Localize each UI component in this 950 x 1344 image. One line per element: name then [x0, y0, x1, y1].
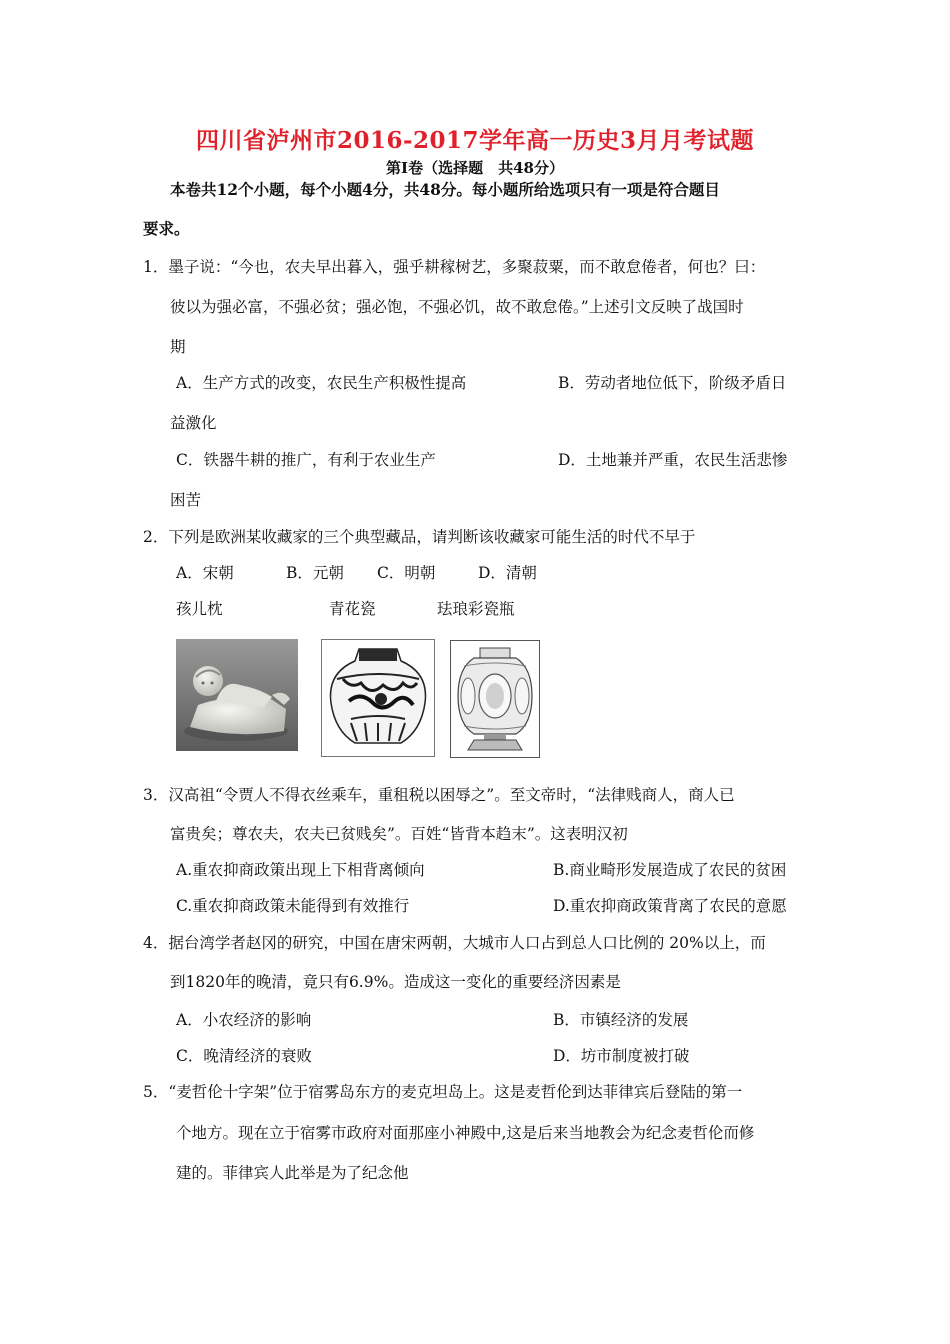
q3-option-c: C.重农抑商政策未能得到有效推行: [176, 897, 410, 915]
q1-stem-line-2: 彼以为强必富，不强必贫；强必饱，不强必饥，故不敢怠倦。”上述引文反映了战国时: [170, 298, 744, 316]
section-heading: 第Ⅰ卷（选择题 共48分）: [386, 159, 564, 177]
q1-option-d-cont: 困苦: [170, 491, 202, 509]
instructions-line-1: 本卷共12个小题，每个小题4分，共48分。每小题所给选项只有一项是符合题目: [170, 180, 720, 199]
q2-caption-3: 珐琅彩瓷瓶: [437, 600, 515, 618]
q1-option-d: D．土地兼并严重，农民生活悲惨: [558, 451, 788, 469]
q1-option-b-cont: 益激化: [170, 414, 217, 432]
q4-option-b: B．市镇经济的发展: [553, 1011, 689, 1029]
q4-option-c: C．晚清经济的衰败: [176, 1047, 312, 1065]
q2-option-b: B．元朝: [286, 564, 344, 582]
q4-option-d: D．坊市制度被打破: [553, 1047, 690, 1065]
q2-stem-line-1: 2．下列是欧洲某收藏家的三个典型藏品，请判断该收藏家可能生活的时代不早于: [143, 528, 696, 546]
q2-caption-2: 青花瓷: [329, 600, 376, 618]
page-title: 四川省泸州市2016-2017学年高一历史3月月考试题: [195, 127, 755, 154]
q1-stem-line-1: 1．墨子说：“今也，农夫早出暮入，强乎耕稼树艺，多聚菽粟，而不敢怠倦者，何也？曰：: [143, 258, 766, 276]
q3-stem-line-1: 3．汉高祖“令贾人不得衣丝乘车，重租税以困辱之”。至文帝时，“法律贱商人，商人已: [143, 786, 735, 804]
enamel-vase-image: [450, 640, 540, 758]
q2-option-c: C．明朝: [377, 564, 436, 582]
blue-white-porcelain-image: [321, 639, 435, 757]
q5-stem-line-2: 个地方。现在立于宿雾市政府对面那座小神殿中,这是后来当地教会为纪念麦哲伦而修: [176, 1124, 755, 1142]
q4-option-a: A．小农经济的影响: [176, 1011, 312, 1029]
q5-stem-line-3: 建的。菲律宾人此举是为了纪念他: [176, 1164, 409, 1182]
q3-option-d: D.重农抑商政策背离了农民的意愿: [553, 897, 787, 915]
q1-stem-line-3: 期: [170, 338, 186, 356]
q5-stem-line-1: 5．“麦哲伦十字架”位于宿雾岛东方的麦克坦岛上。这是麦哲伦到达菲律宾后登陆的第一: [143, 1083, 743, 1101]
q3-option-a: A.重农抑商政策出现上下相背离倾向: [176, 861, 425, 879]
q3-option-b: B.商业畸形发展造成了农民的贫困: [553, 861, 787, 879]
q2-caption-1: 孩儿枕: [176, 600, 223, 618]
q1-option-a: A．生产方式的改变，农民生产积极性提高: [176, 374, 467, 392]
child-pillow-image: [176, 639, 298, 751]
q2-option-a: A．宋朝: [176, 564, 234, 582]
q4-stem-line-1: 4．据台湾学者赵冈的研究，中国在唐宋两朝，大城市人口占到总人口比例的 20%以上，而: [143, 934, 766, 952]
q3-stem-line-2: 富贵矣；尊农夫，农夫已贫贱矣”。百姓“皆背本趋末”。这表明汉初: [170, 825, 628, 843]
q4-stem-line-2: 到1820年的晚清，竟只有6.9%。造成这一变化的重要经济因素是: [170, 973, 621, 991]
q2-option-d: D．清朝: [478, 564, 537, 582]
instructions-line-2: 要求。: [143, 219, 190, 238]
q1-option-b: B．劳动者地位低下，阶级矛盾日: [558, 374, 787, 392]
q1-option-c: C．铁器牛耕的推广，有利于农业生产: [176, 451, 436, 469]
